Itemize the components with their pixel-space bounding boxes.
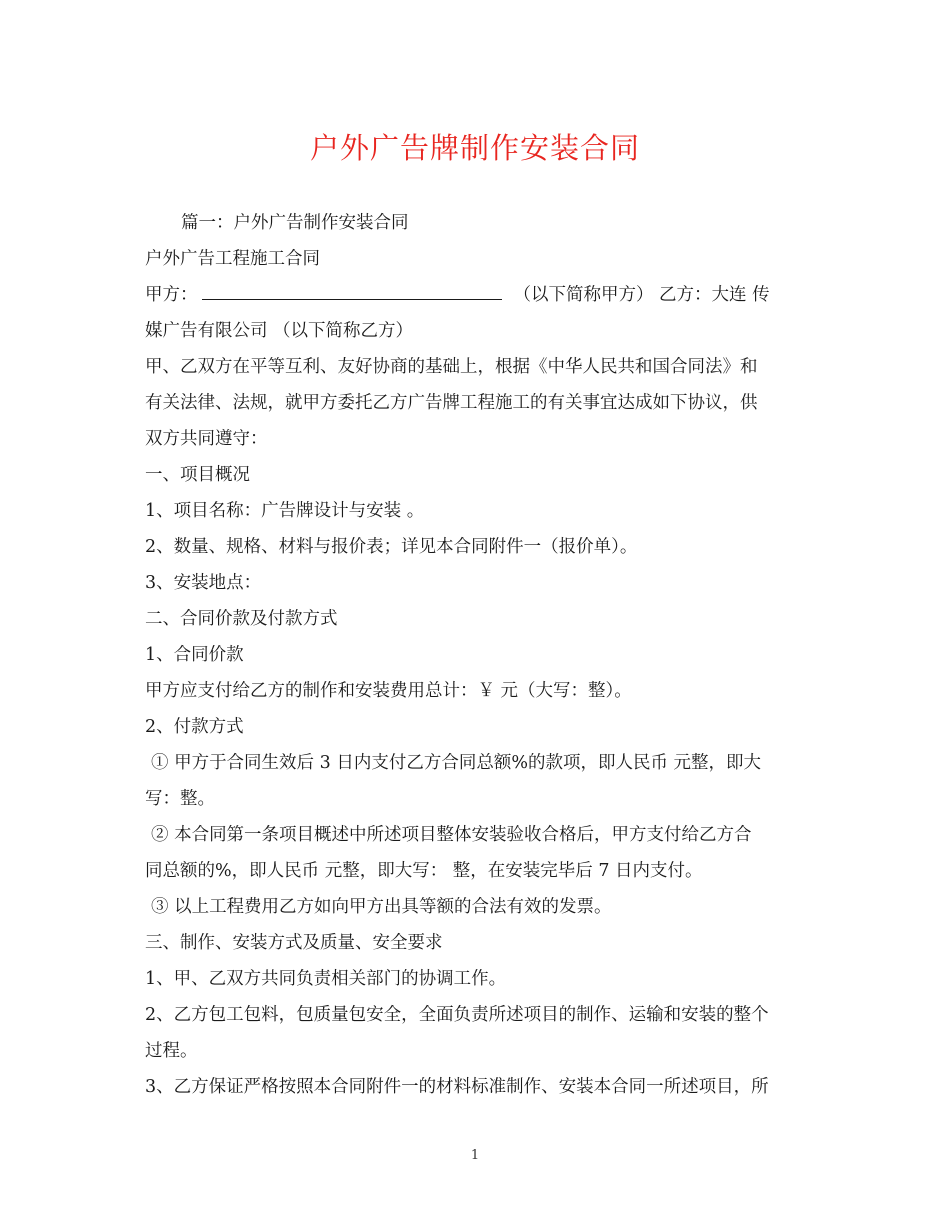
paragraph: 户外广告工程施工合同: [145, 249, 320, 269]
paragraph: 2、数量、规格、材料与报价表；详见本合同附件一（报价单）。: [145, 537, 638, 557]
paragraph: 写：整。: [145, 789, 215, 809]
paragraph: 2、乙方包工包料，包质量包安全，全面负责所述项目的制作、运输和安装的整个: [145, 1005, 769, 1025]
paragraph: 甲、乙双方在平等互利、友好协商的基础上，根据《中华人民共和国合同法》和: [145, 357, 758, 377]
paragraph: ① 甲方于合同生效后 3 日内支付乙方合同总额%的款项，即人民币 元整，即大: [151, 753, 762, 773]
section-heading: 二、合同价款及付款方式: [145, 609, 338, 629]
paragraph: 双方共同遵守：: [145, 429, 268, 449]
paragraph: ② 本合同第一条项目概述中所述项目整体安装验收合格后，甲方支付给乙方合: [151, 825, 752, 845]
paragraph: ③ 以上工程费用乙方如向甲方出具等额的合法有效的发票。: [151, 897, 612, 917]
page-number: 1: [470, 1148, 480, 1163]
paragraph: 过程。: [145, 1041, 198, 1061]
paragraph: 有关法律、法规，就甲方委托乙方广告牌工程施工的有关事宜达成如下协议，供: [145, 393, 758, 413]
section-heading: 三、制作、安装方式及质量、安全要求: [145, 933, 443, 953]
paragraph: 3、安装地点：: [145, 573, 262, 593]
document-body: [145, 205, 805, 1105]
section-heading: 一、项目概况: [145, 465, 250, 485]
party-a-blank-underline: [202, 279, 502, 300]
paragraph: 篇一：户外广告制作安装合同: [181, 213, 409, 233]
paragraph: 1、甲、乙双方共同负责相关部门的协调工作。: [145, 969, 507, 989]
paragraph: 同总额的%，即人民币 元整，即大写： 整，在安装完毕后 7 日内支付。: [145, 861, 703, 881]
paragraph: 1、项目名称：广告牌设计与安装 。: [145, 501, 425, 521]
paragraph: 3、乙方保证严格按照本合同附件一的材料标准制作、安装本合同一所述项目，所: [145, 1077, 769, 1097]
paragraph: 1、合同价款: [145, 645, 244, 665]
party-a-label: 甲方：: [145, 285, 198, 305]
paragraph: 2、付款方式: [145, 717, 244, 737]
paragraph: 甲方应支付给乙方的制作和安装费用总计：￥ 元（大写：整）。: [145, 681, 632, 701]
document-title: 户外广告牌制作安装合同: [309, 131, 640, 165]
party-a-line: [145, 277, 805, 313]
party-a-line-rest: （以下简称甲方） 乙方：大连 传: [513, 285, 770, 305]
paragraph: 媒广告有限公司 （以下简称乙方）: [145, 321, 414, 341]
